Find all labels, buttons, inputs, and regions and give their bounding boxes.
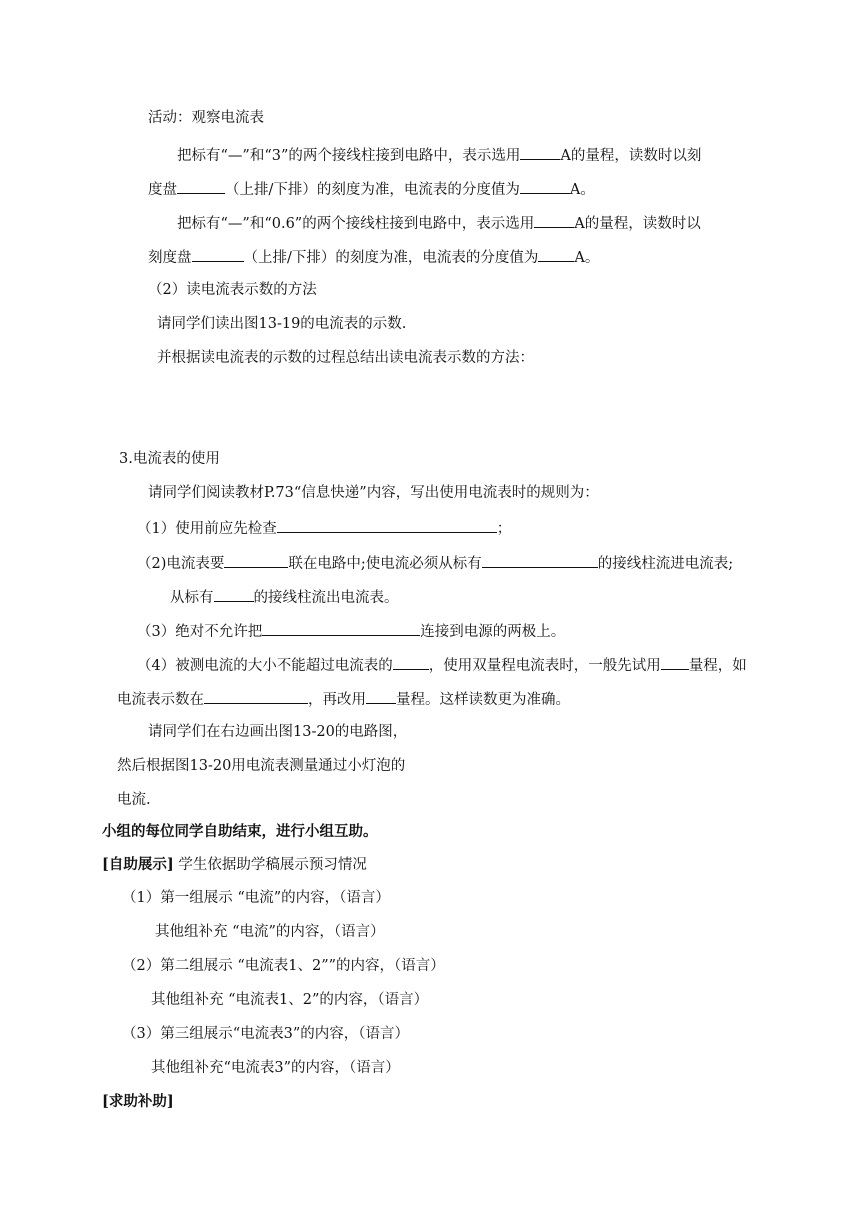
showcase-item: （2）第二组展示 “电流表1、2””的内容，（语言） (122, 958, 445, 974)
draw-instruction-3: 电流. (117, 792, 151, 808)
reading-title: （2）读电流表示数的方法 (148, 282, 317, 298)
answer-blank[interactable] (366, 688, 396, 704)
rule-1: （1）使用前应先检查 ； (137, 517, 511, 539)
answer-blank[interactable] (224, 552, 288, 568)
showcase-label: [自助展示] (102, 856, 174, 873)
activity-paragraph-2-line-1: 把标有“—”和“0.6”的两个接线柱接到电路中，表示选用 A的量程，读数时以 (177, 212, 701, 234)
reading-line-2: 并根据读电流表的示数的过程总结出读电流表示数的方法： (157, 350, 534, 366)
answer-blank[interactable] (214, 586, 254, 602)
draw-instruction-2: 然后根据图13-20用电流表测量通过小灯泡的 (117, 758, 406, 774)
group-note: 小组的每位同学自助结束，进行小组互助。 (102, 823, 378, 840)
showcase-item: 其他组补充 “电流表1、2”的内容，（语言） (151, 992, 429, 1008)
answer-blank[interactable] (520, 178, 570, 194)
help-label: [求助补助] (102, 1093, 174, 1110)
rule-2-line-1: （2)电流表要 联在电路中;使电流必须从标有 的接线柱流进电流表; (137, 552, 733, 574)
answer-blank[interactable] (482, 552, 598, 568)
answer-blank[interactable] (538, 246, 574, 262)
showcase-item: 其他组补充 “电流”的内容，（语言） (155, 924, 385, 940)
answer-blank[interactable] (661, 654, 689, 670)
showcase-item: （1）第一组展示 “电流”的内容，（语言） (122, 890, 390, 906)
activity-paragraph-1-line-2: 度盘 （上排/下排）的刻度为准，电流表的分度值为 A。 (148, 178, 595, 200)
showcase-item: 其他组补充“电流表3”的内容，（语言） (151, 1060, 400, 1076)
answer-blank[interactable] (177, 178, 225, 194)
answer-blank[interactable] (520, 144, 560, 160)
activity-paragraph-1-line-1: 把标有“—”和“3”的两个接线柱接到电路中，表示选用 A的量程，读数时以刻 (177, 144, 701, 166)
showcase-heading (102, 855, 367, 875)
usage-title: 3.电流表的使用 (119, 451, 220, 467)
answer-blank[interactable] (192, 246, 244, 262)
showcase-text: 学生依据助学稿展示预习情况 (178, 857, 367, 873)
rule-2-line-2: 从标有 的接线柱流出电流表。 (170, 586, 399, 608)
answer-blank[interactable] (277, 517, 497, 533)
answer-blank[interactable] (534, 212, 574, 228)
answer-blank[interactable] (262, 620, 420, 636)
answer-blank[interactable] (204, 688, 308, 704)
activity-title: 活动：观察电流表 (148, 110, 264, 126)
showcase-item: （3）第三组展示“电流表3”的内容，（语言） (122, 1026, 410, 1042)
rule-4-line-1: （4）被测电流的大小不能超过电流表的 ，使用双量程电流表时，一般先试用 量程，如 (137, 654, 747, 676)
draw-instruction-1: 请同学们在右边画出图13-20的电路图， (148, 724, 408, 740)
rule-4-line-2: 电流表示数在 ，再改用 量程。这样读数更为准确。 (117, 688, 570, 710)
reading-line-1: 请同学们读出图13-19的电流表的示数. (157, 316, 407, 332)
rule-3: （3）绝对不允许把 连接到电源的两极上。 (137, 620, 565, 642)
answer-blank[interactable] (393, 654, 429, 670)
usage-intro: 请同学们阅读教材P.73“信息快递”内容，写出使用电流表时的规则为： (148, 485, 599, 501)
activity-paragraph-2-line-2: 刻度盘 （上排/下排）的刻度为准，电流表的分度值为 A。 (148, 246, 599, 268)
